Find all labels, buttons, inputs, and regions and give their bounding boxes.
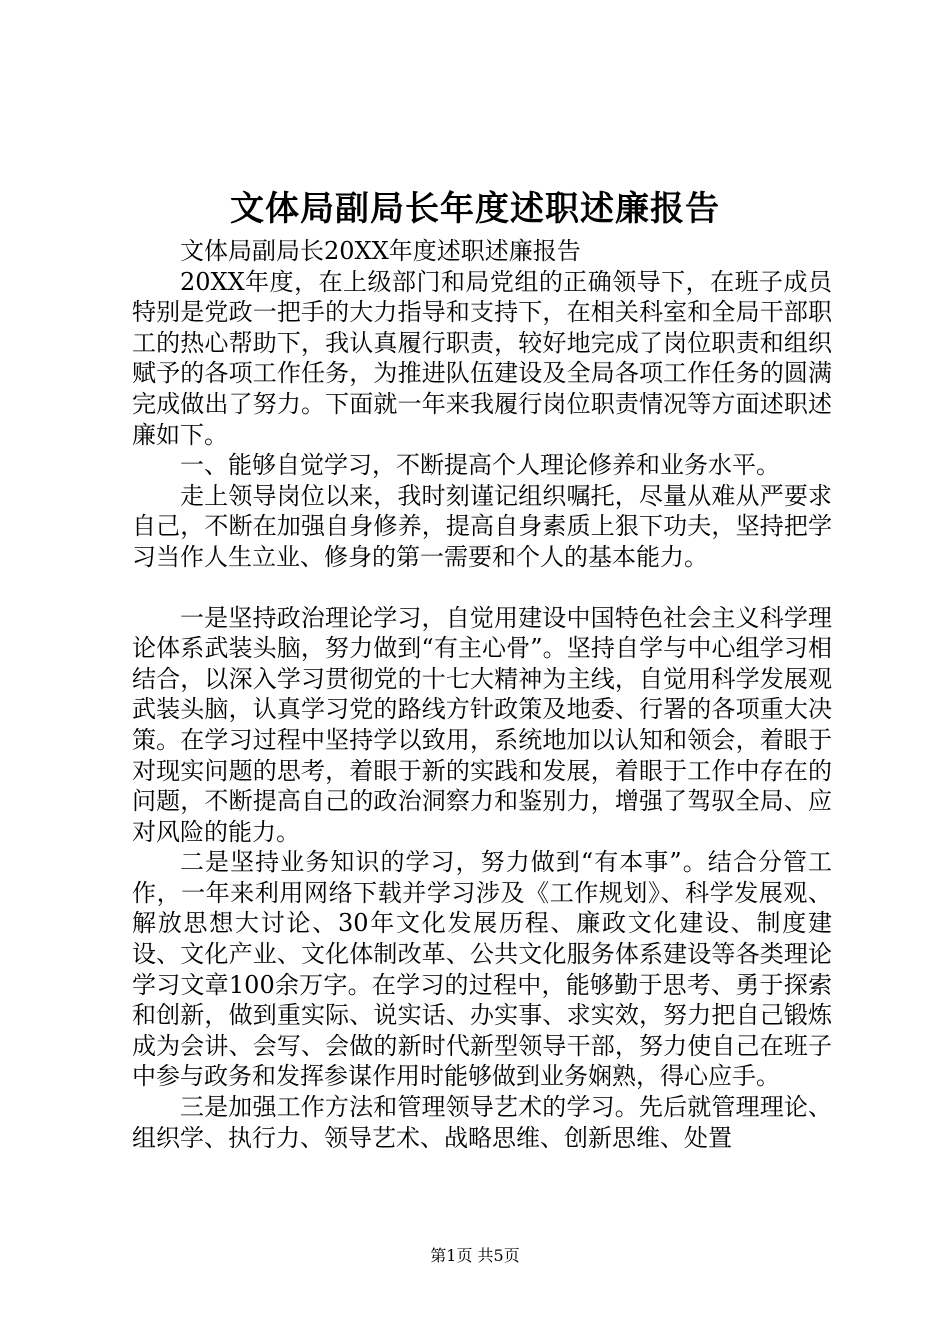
paragraph-point-three: 三是加强工作方法和管理领导艺术的学习。先后就管理理论、组织学、执行力、领导艺术、战略思维、创新思维、处置 [132,1093,832,1152]
page-number: 第1页 共5页 [430,1246,520,1265]
paragraph-intro: 20XX年度，在上级部门和局党组的正确领导下，在班子成员特别是党政一把手的大力指导和支持下，在相关科室和全局干部职工的热心帮助下，我认真履行职责，较好地完成了岗位职责和组织赋予的各项工作任务，为推进队伍建设及全局各项工作任务的圆满完成做出了努力。下面就一年来我履行岗位职责情况等方面述职述廉如下。 [132,267,832,449]
paragraph-point-one: 一是坚持政治理论学习，自觉用建设中国特色社会主义科学理论体系武装头脑，努力做到“有主心骨”。坚持自学与中心组学习相结合，以深入学习贯彻党的十七大精神为主线，自觉用科学发展观武装头脑，认真学习党的路线方针政策及地委、行署的各项重大决策。在学习过程中坚持学以致用，系统地加以认知和领会，着眼于对现实问题的思考，着眼于新的实践和发展，着眼于工作中存在的问题，不断提高自己的政治洞察力和鉴别力，增强了驾驭全局、应对风险的能力。 [132,603,832,846]
paragraph-section-intro: 走上领导岗位以来，我时刻谨记组织嘱托，尽量从难从严要求自己，不断在加强自身修养，提高自身素质上狠下功夫，坚持把学习当作人生立业、修身的第一需要和个人的基本能力。 [132,481,832,571]
paragraph-section-heading: 一、能够自觉学习，不断提高个人理论修养和业务水平。 [180,451,780,480]
paragraph-point-two: 二是坚持业务知识的学习，努力做到“有本事”。结合分管工作，一年来利用网络下载并学习涉及《工作规划》、科学发展观、解放思想大讨论、30年文化发展历程、廉政文化建设、制度建设、文化产业、文化体制改革、公共文化服务体系建设等各类理论学习文章100余万字。在学习的过程中，能够勤于思考、勇于探索和创新，做到重实际、说实话、办实事、求实效，努力把自己锻炼成为会讲、会写、会做的新时代新型领导干部，努力使自己在班子中参与政务和发挥参谋作用时能够做到业务娴熟，得心应手。 [132,848,832,1091]
document-title: 文体局副局长年度述职述廉报告 [230,189,720,229]
paragraph-subtitle: 文体局副局长20XX年度述职述廉报告 [180,237,581,265]
document-body [132,236,832,1153]
